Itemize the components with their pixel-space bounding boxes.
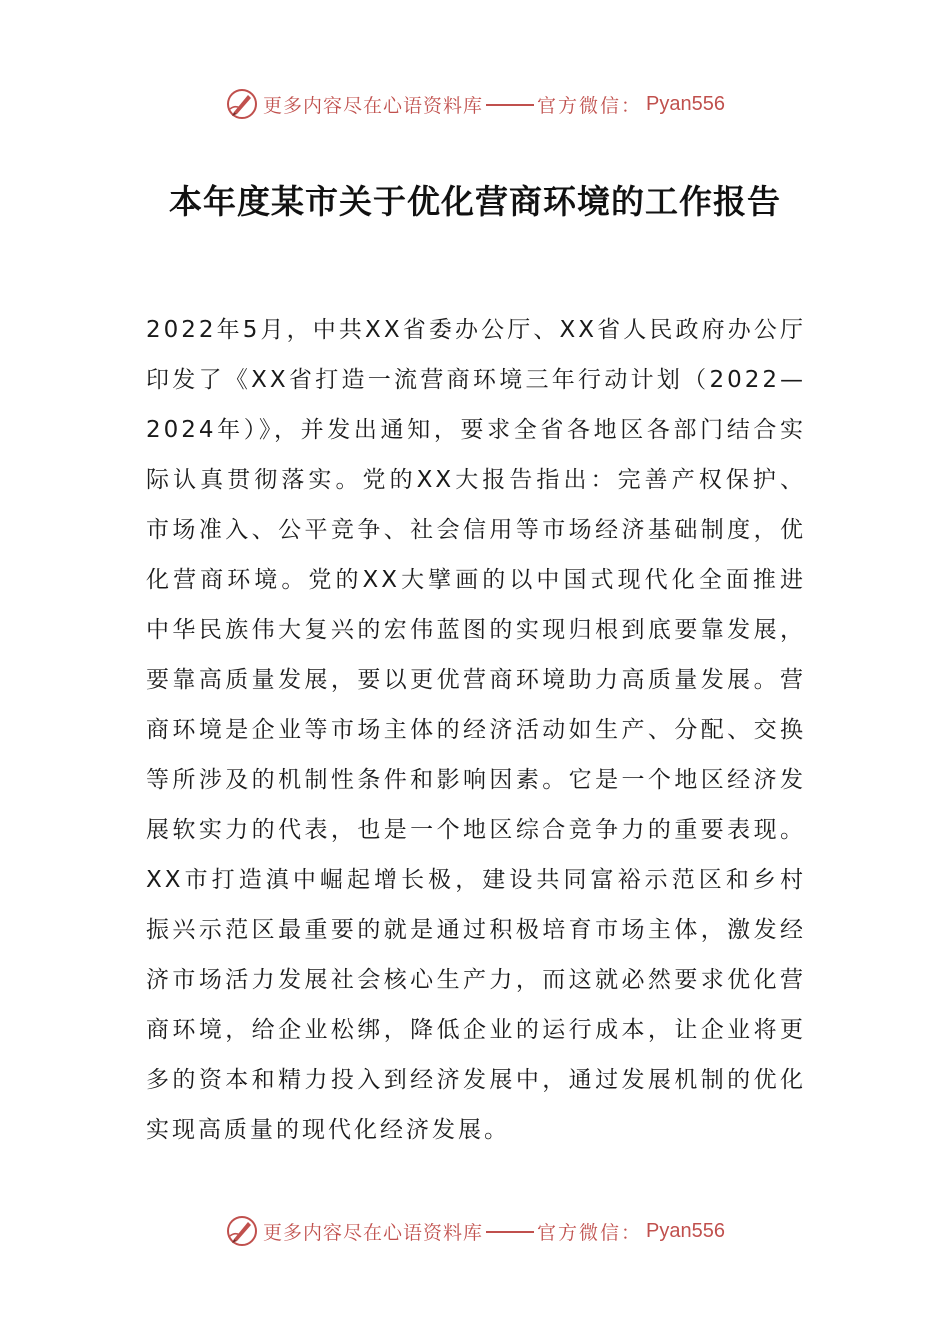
banner-wechat-label: 官方微信： <box>537 94 643 117</box>
pen-logo-icon <box>225 1214 259 1248</box>
body-paragraph: 2022年5月，中共XX省委办公厅、XX省人民政府办公厅印发了《XX省打造一流营商环境三年行动计划（2022—2024年）》，并发出通知，要求全省各地区各部门结合实际认真贯彻落实。党的XX大报告指出：完善产权保护、市场准入、公平竞争、社会信用等市场经济基础制度，优化营商环境。党的XX大擘画的以中国式现代化全面推进中华民族伟大复兴的宏伟蓝图的实现归根到底要靠发展，要靠高质量发展，要以更优营商环境助力高质量发展。营商环境是企业等市场主体的经济活动如生产、分配、交换等所涉及的机制性条件和影响因素。它是一个地区经济发展软实力的代表，也是一个地区综合竞争力的重要表现。XX市打造滇中崛起增长极，建设共同富裕示范区和乡村振兴示范区最重要的就是通过积极培育市场主体，激发经济市场活力发展社会核心生产力，而这就必然要求优化营商环境，给企业松绑，降低企业的运行成本，让企业将更多的资本和精力投入到经济发展中，通过发展机制的优化实现高质量的现代化经济发展。 <box>146 317 806 1143</box>
banner-dash <box>486 1231 534 1233</box>
banner-wechat-id: Pyan556 <box>646 92 725 115</box>
banner-wechat-label: 官方微信： <box>537 1221 643 1244</box>
document-title: 本年度某市关于优化营商环境的工作报告 <box>169 182 781 221</box>
pen-logo-icon <box>225 87 259 121</box>
banner-wechat-id: Pyan556 <box>646 1219 725 1242</box>
banner-dash <box>486 104 534 106</box>
banner-text: 更多内容尽在心语资料库 <box>263 94 484 117</box>
banner-text: 更多内容尽在心语资料库 <box>263 1221 484 1244</box>
header-banner <box>0 84 950 124</box>
footer-banner <box>0 1211 950 1251</box>
